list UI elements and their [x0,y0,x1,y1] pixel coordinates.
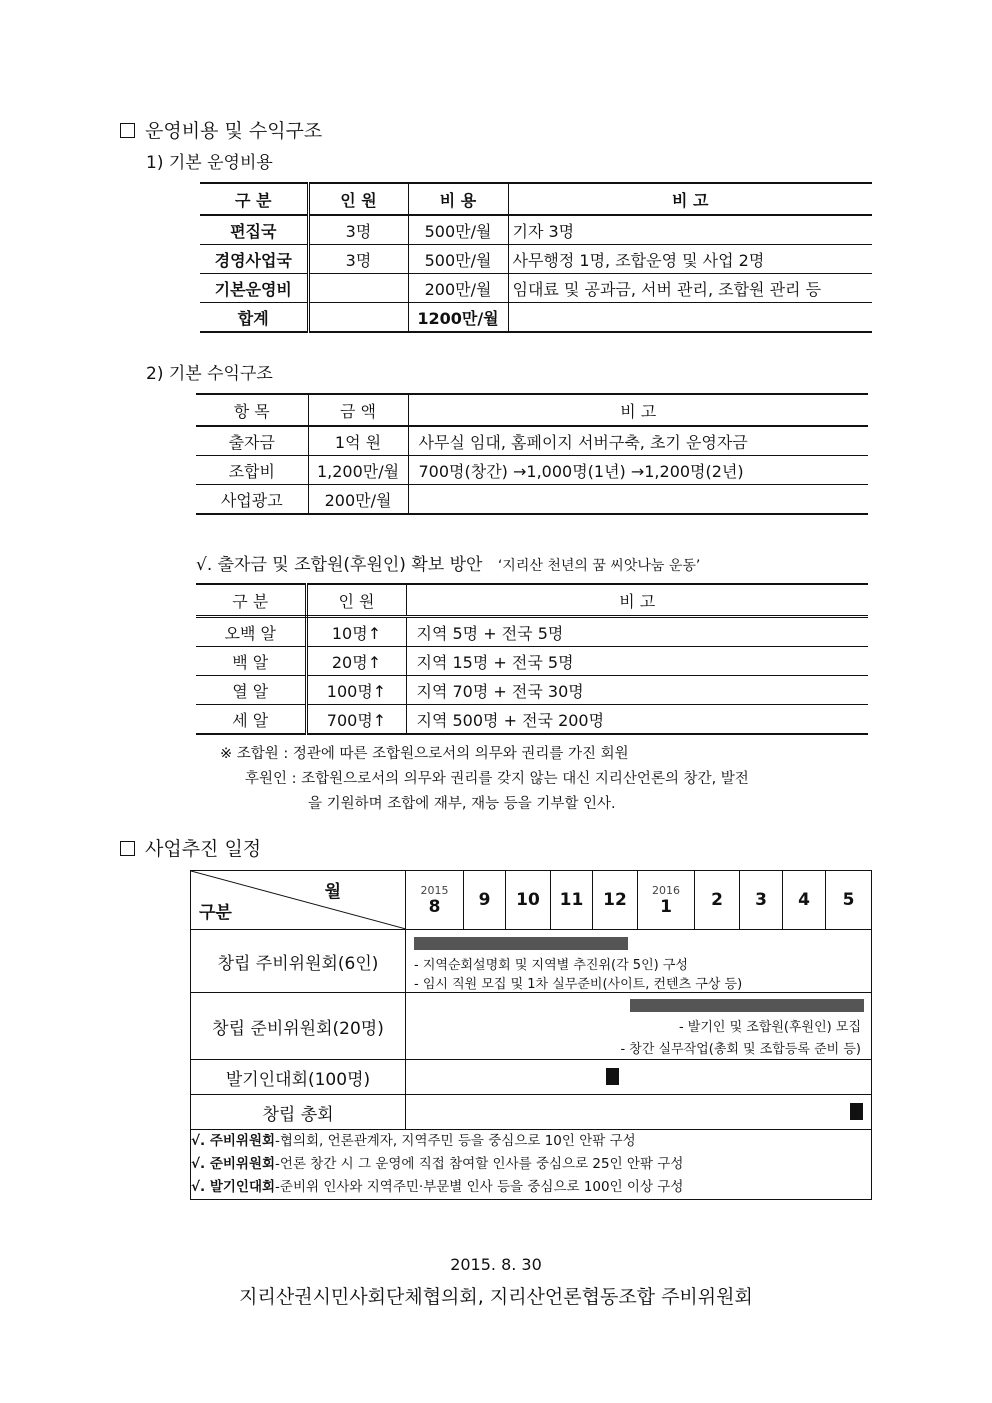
table-cell: 500만/월 [408,215,508,245]
checkbox-square-icon [120,123,135,138]
schedule-row-label: 발기인대회(100명) [191,1060,406,1095]
gantt-milestone [850,1103,863,1120]
schedule-notes [191,1130,872,1200]
month-cell: 2015 8 [406,871,464,930]
table-cell: 지역 500명 + 전국 200명 [406,705,868,735]
category-header-label: 구분 [199,903,232,923]
table-row [200,303,872,333]
table-row [196,705,868,735]
table-cell [408,485,868,515]
schedule-note: √. 발기인대회-준비위 인사와 지역주민·부문별 인사 등을 중심으로 100인 이상 구성 [191,1179,684,1195]
table-cell: 오백 알 [196,617,306,647]
header-cell: 비 고 [408,394,868,426]
campaign-quote: ‘지리산 천년의 꿈 씨앗나눔 운동’ [497,558,701,574]
member-plan-title: √. 출자금 및 조합원(후원인) 확보 방안 ‘지리산 천년의 꿈 씨앗나눔 운동’ [196,555,701,575]
month-cell: 11 [551,871,593,930]
header-cell: 인 원 [308,183,408,215]
table-cell: 3명 [308,245,408,274]
table-cell: 사무실 임대, 홈페이지 서버구축, 초기 운영자금 [408,426,868,456]
header-cell: 비 고 [406,584,868,617]
gantt-text: - 발기인 및 조합원(후원인) 모집 [678,1020,861,1035]
checkbox-square-icon [120,841,135,856]
note-supporter-definition: 후원인 : 조합원으로서의 의무와 권리를 갖지 않는 대신 지리산언론의 창간, 발전 [245,771,749,787]
gantt-cell [406,1060,872,1095]
table-cell: 지역 15명 + 전국 5명 [406,647,868,676]
gantt-text: - 지역순회설명회 및 지역별 추진위(각 5인) 구성 [414,958,688,973]
month-cell: 2016 1 [638,871,695,930]
month-cell: 2 [695,871,740,930]
footer-organization: 지리산권시민사회단체협의회, 지리산언론협동조합 주비위원회 [239,1286,753,1308]
month-cell: 10 [506,871,551,930]
gantt-bar [630,999,864,1012]
table-cell: 백 알 [196,647,306,676]
table-cell: 사무행정 1명, 조합운영 및 사업 2명 [508,245,872,274]
table-cell: 열 알 [196,676,306,705]
table-cell: 1억 원 [308,426,408,456]
table-cell: 100명↑ [306,676,406,705]
table-cell: 사업광고 [196,485,308,515]
table-row [200,274,872,303]
table-cell: 200만/월 [408,274,508,303]
table-cell: 20명↑ [306,647,406,676]
table-cell: 1,200만/월 [308,456,408,485]
schedule-notes-row [191,1130,872,1200]
header-cell: 항 목 [196,394,308,426]
table-header-row [200,183,872,215]
table-row [196,647,868,676]
table-row [196,617,868,647]
table-cell: 경영사업국 [200,245,308,274]
table-row [200,215,872,245]
table-cell: 조합비 [196,456,308,485]
table-cell: 500만/월 [408,245,508,274]
schedule-header-row [191,871,872,930]
month-cell: 3 [740,871,783,930]
schedule-table [190,870,872,1200]
schedule-row [191,930,872,993]
gantt-milestone [606,1068,619,1085]
month-cell: 9 [464,871,506,930]
table-row [196,676,868,705]
revenue-table [196,393,868,515]
table-row [200,245,872,274]
schedule-note: √. 주비위원회-협의회, 언론관계자, 지역주민 등을 중심으로 10인 안팎 구성 [191,1133,636,1149]
schedule-note: √. 준비위원회-언론 창간 시 그 운영에 직접 참여할 인사를 중심으로 25인 안팎 구성 [191,1156,684,1172]
cost-table [200,182,872,333]
schedule-row [191,1095,872,1130]
gantt-cell [406,993,872,1060]
month-cell: 5 [826,871,872,930]
table-cell: 세 알 [196,705,306,735]
table-row [196,485,868,515]
revenue-subtitle: 2) 기본 수익구조 [146,364,273,384]
table-cell [508,303,872,333]
table-row [196,426,868,456]
header-cell: 구 분 [196,584,306,617]
table-cell: 지역 70명 + 전국 30명 [406,676,868,705]
table-cell: 편집국 [200,215,308,245]
table-cell: 700명↑ [306,705,406,735]
note-supporter-definition-cont: 을 기원하며 조합에 재부, 재능 등을 기부할 인사. [308,796,616,812]
section1-title: 운영비용 및 수익구조 [120,116,322,143]
gantt-cell [406,930,872,993]
table-cell: 3명 [308,215,408,245]
header-cell: 구 분 [200,183,308,215]
gantt-text: - 임시 직원 모집 및 1차 실무준비(사이트, 컨텐츠 구상 등) [414,977,743,992]
header-cell: 비 용 [408,183,508,215]
schedule-row-label: 창립 주비위원회(6인) [191,930,406,993]
table-cell: 출자금 [196,426,308,456]
section2-title: 사업추진 일정 [120,834,261,861]
table-cell [308,274,408,303]
gantt-bar [414,937,628,950]
month-header-label: 월 [324,882,341,902]
table-cell: 기자 3명 [508,215,872,245]
diagonal-header-cell [191,871,406,930]
table-cell: 10명↑ [306,617,406,647]
gantt-text: - 창간 실무작업(총회 및 조합등록 준비 등) [620,1042,861,1057]
header-cell: 비 고 [508,183,872,215]
table-header-row [196,394,868,426]
schedule-row-label: 창립 준비위원회(20명) [191,993,406,1060]
gantt-cell [406,1095,872,1130]
table-cell: 700명(창간) →1,000명(1년) →1,200명(2년) [408,456,868,485]
table-cell: 200만/월 [308,485,408,515]
footer-date: 2015. 8. 30 [450,1255,542,1274]
cost-subtitle: 1) 기본 운영비용 [146,153,273,173]
schedule-row [191,1060,872,1095]
table-cell: 지역 5명 + 전국 5명 [406,617,868,647]
note-member-definition: ※ 조합원 : 정관에 따른 조합원으로서의 의무와 권리를 가진 회원 [220,746,629,762]
header-cell: 금 액 [308,394,408,426]
schedule-row-label: 창립 총회 [191,1095,406,1130]
table-cell: 기본운영비 [200,274,308,303]
member-table [196,583,868,735]
diagonal-header [191,871,405,929]
table-cell: 임대료 및 공과금, 서버 관리, 조합원 관리 등 [508,274,872,303]
month-cell: 12 [593,871,638,930]
table-cell: 합계 [200,303,308,333]
table-row [196,456,868,485]
table-cell: 1200만/월 [408,303,508,333]
table-header-row [196,584,868,617]
month-cell: 4 [783,871,826,930]
schedule-row [191,993,872,1060]
table-cell [308,303,408,333]
header-cell: 인 원 [306,584,406,617]
